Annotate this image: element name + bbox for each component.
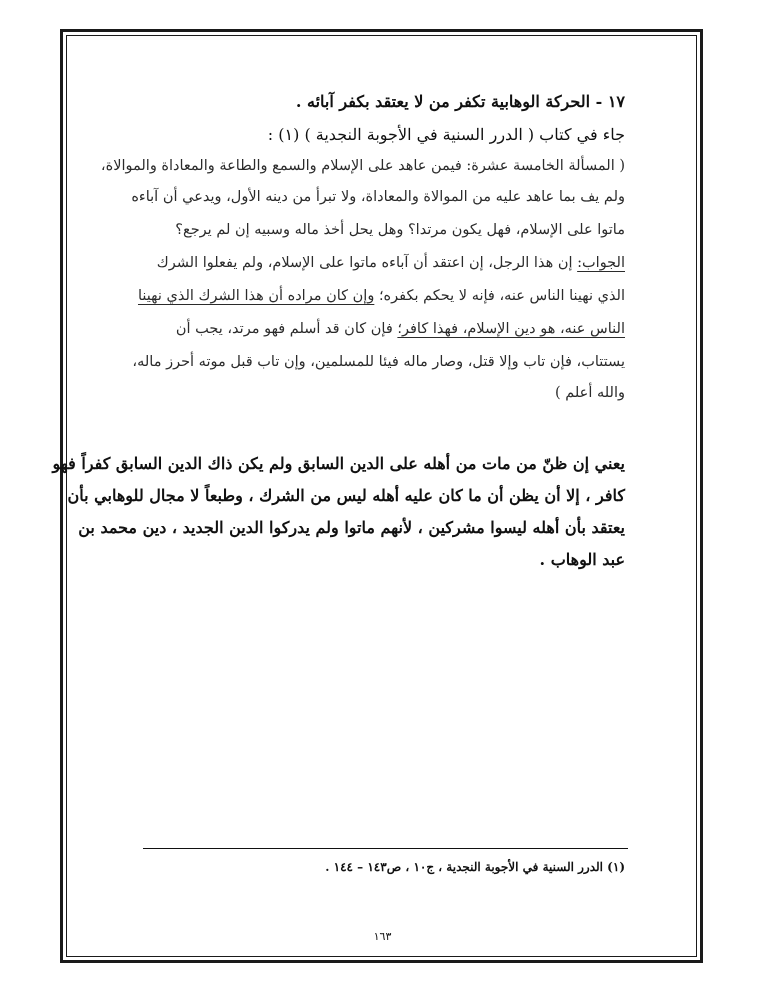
section-heading: ١٧ - الحركة الوهابية تكفر من لا يعتقد بكفر آبائه .	[295, 92, 625, 111]
quote-line	[176, 321, 625, 337]
underlined-quote-text: وإن كان مراده أن هذا الشرك الذي نهينا	[137, 288, 375, 304]
answer-label: الجواب:	[577, 255, 625, 271]
footnote-separator	[143, 848, 628, 849]
quote-text: إن هذا الرجل، إن اعتقد أن آباءه ماتوا على الإسلام، ولم يفعلوا الشرك	[156, 255, 578, 271]
body-paragraph-line: يعتقد بأن أهله ليسوا مشركين ، لأنهم ماتوا ولم يدركوا الدين الجديد ، دين محمد بن	[78, 518, 625, 537]
quote-text: الذي نهينا الناس عنه، فإنه لا يحكم بكفره؛	[374, 288, 625, 304]
quote-text: فإن كان قد أسلم فهو مرتد، يجب أن	[175, 321, 398, 337]
underlined-quote-text: الناس عنه، هو دين الإسلام، فهذا كافر؛	[397, 321, 625, 337]
quote-line	[157, 255, 625, 271]
page-number: ١٦٣	[373, 930, 392, 943]
body-paragraph-line: يعني إن ظنّ من مات من أهله على الدين السابق ولم يكن ذاك الدين السابق كفراً فهو	[52, 454, 625, 473]
quote-line: يستتاب، فإن تاب وإلا قتل، وصار ماله فيئا للمسلمين، وإن تاب قبل موته أحرز ماله،	[132, 354, 625, 370]
quote-line: والله أعلم )	[554, 385, 625, 401]
source-intro: جاء في كتاب ( الدرر السنية في الأجوبة النجدية ) (١) :	[267, 125, 625, 144]
quote-line: ( المسألة الخامسة عشرة: فيمن عاهد على الإسلام والسمع والطاعة والمعاداة والموالاة،	[100, 158, 625, 174]
quote-line: ماتوا على الإسلام، فهل يكون مرتدا؟ وهل يحل أخذ ماله وسبيه إن لم يرجع؟	[175, 222, 625, 238]
quote-line	[138, 288, 625, 304]
body-paragraph-line: عبد الوهاب .	[539, 550, 625, 569]
quote-line: ولم يف بما عاهد عليه من الموالاة والمعاداة، ولا تبرأ من دينه الأول، ويدعي أن آباءه	[131, 189, 625, 205]
footnote: (١) الدرر السنية في الأجوبة النجدية ، ج١٠ ، ص١٤٣ – ١٤٤ .	[325, 860, 625, 874]
body-paragraph-line: كافر ، إلا أن يظن أن ما كان عليه أهله ليس من الشرك ، وطبعاً لا مجال للوهابي بأن	[67, 486, 625, 505]
